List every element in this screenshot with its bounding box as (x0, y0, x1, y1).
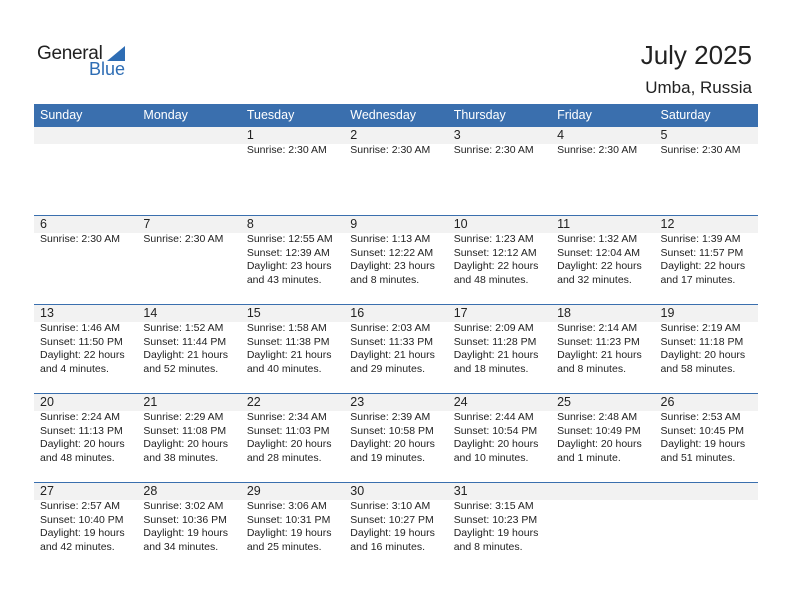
weekday-header-monday: Monday (143, 108, 188, 122)
day-cell (655, 127, 758, 215)
day-number: 23 (344, 394, 447, 411)
day-number: 13 (34, 305, 137, 322)
day-info-line: Daylight: 21 hours (246, 349, 332, 361)
day-info-line: Sunset: 11:03 PM (246, 424, 330, 437)
day-number: 31 (448, 483, 551, 500)
day-cell (655, 483, 758, 571)
day-info-line: and 34 minutes. (143, 540, 219, 553)
day-info-line: Daylight: 19 hours (40, 527, 125, 539)
day-cell (241, 483, 344, 571)
day-info-line: Sunrise: 12:55 AM (246, 233, 333, 245)
day-info-line: Sunset: 11:08 PM (143, 424, 227, 437)
day-info-line: Daylight: 23 hours (350, 260, 435, 272)
weekday-header-thursday: Thursday (453, 108, 506, 122)
day-info-line: Sunset: 12:12 AM (453, 246, 537, 259)
calendar-weeks (34, 126, 758, 571)
day-info-line: Sunset: 10:40 PM (40, 513, 124, 526)
day-number: 17 (448, 305, 551, 322)
day-info-line: Sunset: 10:49 PM (557, 424, 641, 437)
day-number: 7 (137, 216, 240, 233)
day-info-line: Sunrise: 2:30 AM (557, 144, 638, 156)
day-cell (241, 216, 344, 304)
day-info-line: Daylight: 22 hours (40, 349, 125, 361)
day-info-line: Daylight: 20 hours (660, 349, 746, 361)
day-info-line: Daylight: 22 hours (660, 260, 746, 272)
week-row (34, 215, 758, 304)
day-number: 9 (344, 216, 447, 233)
day-info-line: Sunset: 10:23 PM (453, 513, 538, 526)
day-number: 28 (137, 483, 240, 500)
day-info-line: Daylight: 22 hours (453, 260, 539, 272)
day-info-line: Sunset: 10:45 PM (660, 424, 744, 437)
calendar-grid (34, 104, 758, 571)
day-info-line: Sunset: 11:23 PM (557, 335, 640, 348)
day-info-line: and 18 minutes. (453, 362, 529, 375)
day-info-line: and 8 minutes. (557, 362, 626, 375)
day-number (34, 127, 137, 144)
weekday-header-sunday: Sunday (40, 108, 83, 122)
day-cell (344, 305, 447, 393)
day-cell (241, 127, 344, 215)
day-cell (551, 394, 654, 482)
day-number: 6 (34, 216, 137, 233)
day-info-line: and 4 minutes. (40, 362, 109, 375)
day-info-line: Sunrise: 2:14 AM (557, 322, 638, 334)
day-info-line: and 29 minutes. (350, 362, 425, 375)
day-cell (448, 216, 551, 304)
day-number: 26 (655, 394, 758, 411)
day-info-line: Sunrise: 2:19 AM (660, 322, 741, 334)
day-number: 4 (551, 127, 654, 144)
day-info-line: Daylight: 20 hours (453, 438, 539, 450)
day-info-line: Sunrise: 2:48 AM (557, 411, 638, 423)
day-cell (137, 127, 240, 215)
day-number: 14 (137, 305, 240, 322)
day-info-line: Sunrise: 2:30 AM (350, 144, 431, 156)
day-info-line: Daylight: 21 hours (453, 349, 539, 361)
day-info-line: Sunset: 10:58 PM (350, 424, 434, 437)
day-info-line: Sunrise: 2:53 AM (660, 411, 741, 423)
day-info-line: Daylight: 19 hours (350, 527, 435, 539)
day-number: 21 (137, 394, 240, 411)
day-number: 20 (34, 394, 137, 411)
day-info-line: Sunset: 11:44 PM (143, 335, 227, 348)
week-row (34, 304, 758, 393)
day-cell (241, 305, 344, 393)
day-cell (344, 483, 447, 571)
day-cell (137, 305, 240, 393)
day-number: 5 (655, 127, 758, 144)
day-info-line: and 58 minutes. (660, 362, 736, 375)
weekday-header-friday: Friday (557, 108, 592, 122)
day-number: 29 (241, 483, 344, 500)
day-info-line: Daylight: 21 hours (350, 349, 435, 361)
day-number: 18 (551, 305, 654, 322)
day-info-line: Sunrise: 2:30 AM (40, 233, 120, 245)
day-cell (551, 305, 654, 393)
day-cell (137, 394, 240, 482)
day-info-line: Daylight: 20 hours (40, 438, 125, 450)
location-subtitle: Umba, Russia (645, 78, 752, 97)
day-info-line: Sunset: 12:04 AM (557, 246, 640, 259)
day-info-line: Sunrise: 3:10 AM (350, 500, 431, 512)
weekday-header-saturday: Saturday (660, 108, 711, 122)
day-cell (34, 127, 137, 215)
day-info-line: and 32 minutes. (557, 273, 632, 286)
day-info-line: Daylight: 19 hours (143, 527, 229, 539)
weekday-header-tuesday: Tuesday (246, 108, 295, 122)
day-cell (34, 305, 137, 393)
day-info-line: Sunrise: 2:39 AM (350, 411, 431, 423)
logo (37, 43, 137, 83)
day-info-line: Sunset: 11:28 PM (453, 335, 537, 348)
weekday-header-row (34, 104, 758, 126)
day-info-line: and 52 minutes. (143, 362, 219, 375)
day-info-line: Daylight: 22 hours (557, 260, 642, 272)
day-info-line: Daylight: 19 hours (246, 527, 332, 539)
weekday-header-wednesday: Wednesday (350, 108, 417, 122)
day-info-line: and 38 minutes. (143, 451, 219, 464)
day-info-line: Daylight: 23 hours (246, 260, 332, 272)
day-info-line: Sunset: 10:54 PM (453, 424, 538, 437)
day-cell (655, 394, 758, 482)
day-cell (448, 483, 551, 571)
day-info-line: and 40 minutes. (246, 362, 322, 375)
day-info-line: and 51 minutes. (660, 451, 736, 464)
day-cell (551, 483, 654, 571)
day-number: 16 (344, 305, 447, 322)
day-info-line: and 8 minutes. (350, 273, 420, 286)
day-info-line: Sunset: 11:57 PM (660, 246, 744, 259)
day-info-line: and 43 minutes. (246, 273, 322, 286)
day-info-line: Sunrise: 2:03 AM (350, 322, 431, 334)
day-info-line: Sunrise: 2:30 AM (453, 144, 534, 156)
day-cell (655, 305, 758, 393)
day-info-line: Sunset: 10:36 PM (143, 513, 227, 526)
week-row (34, 393, 758, 482)
day-number: 11 (551, 216, 654, 233)
day-cell (448, 394, 551, 482)
day-number (551, 483, 654, 500)
day-number: 1 (241, 127, 344, 144)
day-number: 12 (655, 216, 758, 233)
day-info-line: Sunrise: 3:06 AM (246, 500, 327, 512)
logo-general-text: General (37, 43, 103, 64)
day-info-line: Sunset: 12:22 AM (350, 246, 434, 259)
day-info-line: and 17 minutes. (660, 273, 736, 286)
day-info-line: Sunset: 12:39 AM (246, 246, 330, 259)
day-info-line: Daylight: 19 hours (453, 527, 539, 539)
day-info-line: Daylight: 20 hours (246, 438, 332, 450)
day-info-line: Sunrise: 2:44 AM (453, 411, 534, 423)
day-info-line: Sunrise: 1:39 AM (660, 233, 741, 245)
day-info-line: and 48 minutes. (453, 273, 529, 286)
day-info-line: and 25 minutes. (246, 540, 322, 553)
day-info-line: Sunrise: 2:57 AM (40, 500, 120, 512)
day-cell (448, 305, 551, 393)
week-row (34, 482, 758, 571)
day-info-line: and 28 minutes. (246, 451, 322, 464)
day-cell (344, 216, 447, 304)
day-number: 27 (34, 483, 137, 500)
day-info-line: Sunset: 10:27 PM (350, 513, 434, 526)
day-info-line: and 1 minute. (557, 451, 621, 464)
day-cell (137, 216, 240, 304)
day-info-line: Sunrise: 1:23 AM (453, 233, 534, 245)
page-title: July 2025 (640, 40, 752, 70)
day-number: 25 (551, 394, 654, 411)
day-info-line: Sunrise: 2:34 AM (246, 411, 327, 423)
day-info-line: Sunset: 11:13 PM (40, 424, 123, 437)
day-cell (344, 394, 447, 482)
day-info-line: Sunset: 10:31 PM (246, 513, 331, 526)
day-cell (551, 127, 654, 215)
day-info-line: and 19 minutes. (350, 451, 425, 464)
day-info-line: Sunset: 11:38 PM (246, 335, 330, 348)
day-number (655, 483, 758, 500)
day-info-line: Sunrise: 1:13 AM (350, 233, 431, 245)
day-info-line: Sunset: 11:18 PM (660, 335, 744, 348)
day-info-line: Sunrise: 3:02 AM (143, 500, 224, 512)
day-info-line: Sunrise: 2:24 AM (40, 411, 120, 423)
day-cell (655, 216, 758, 304)
day-info-line: Sunrise: 2:29 AM (143, 411, 224, 423)
day-cell (34, 483, 137, 571)
day-info-line: Sunrise: 2:30 AM (246, 144, 327, 156)
day-number: 10 (448, 216, 551, 233)
day-cell (448, 127, 551, 215)
week-row (34, 126, 758, 215)
day-number: 30 (344, 483, 447, 500)
day-number: 3 (448, 127, 551, 144)
day-number: 2 (344, 127, 447, 144)
day-info-line: Sunrise: 2:09 AM (453, 322, 534, 334)
day-cell (551, 216, 654, 304)
day-cell (241, 394, 344, 482)
day-info-line: Daylight: 20 hours (350, 438, 435, 450)
day-info-line: Sunrise: 1:52 AM (143, 322, 224, 334)
day-info-line: and 8 minutes. (453, 540, 523, 553)
day-number: 22 (241, 394, 344, 411)
day-info-line: Daylight: 19 hours (660, 438, 746, 450)
day-info-line: and 48 minutes. (40, 451, 115, 464)
day-info-line: Daylight: 20 hours (557, 438, 642, 450)
logo-blue-text: Blue (89, 59, 126, 79)
day-info-line: Sunrise: 3:15 AM (453, 500, 534, 512)
day-info-line: Sunrise: 1:46 AM (40, 322, 120, 334)
day-info-line: Sunset: 11:33 PM (350, 335, 433, 348)
day-info-line: Sunrise: 2:30 AM (660, 144, 741, 156)
day-info-line: Daylight: 20 hours (143, 438, 229, 450)
day-cell (34, 394, 137, 482)
day-cell (137, 483, 240, 571)
day-info-line: and 16 minutes. (350, 540, 425, 553)
day-info-line: and 10 minutes. (453, 451, 529, 464)
day-info-line: Sunset: 11:50 PM (40, 335, 123, 348)
day-number: 8 (241, 216, 344, 233)
day-info-line: Sunrise: 1:32 AM (557, 233, 638, 245)
day-number: 24 (448, 394, 551, 411)
day-info-line: Daylight: 21 hours (557, 349, 642, 361)
day-number: 15 (241, 305, 344, 322)
day-number: 19 (655, 305, 758, 322)
day-cell (344, 127, 447, 215)
day-number (137, 127, 240, 144)
day-info-line: Sunrise: 2:30 AM (143, 233, 224, 245)
day-cell (34, 216, 137, 304)
day-info-line: Sunrise: 1:58 AM (246, 322, 327, 334)
day-info-line: Daylight: 21 hours (143, 349, 229, 361)
day-info-line: and 42 minutes. (40, 540, 115, 553)
